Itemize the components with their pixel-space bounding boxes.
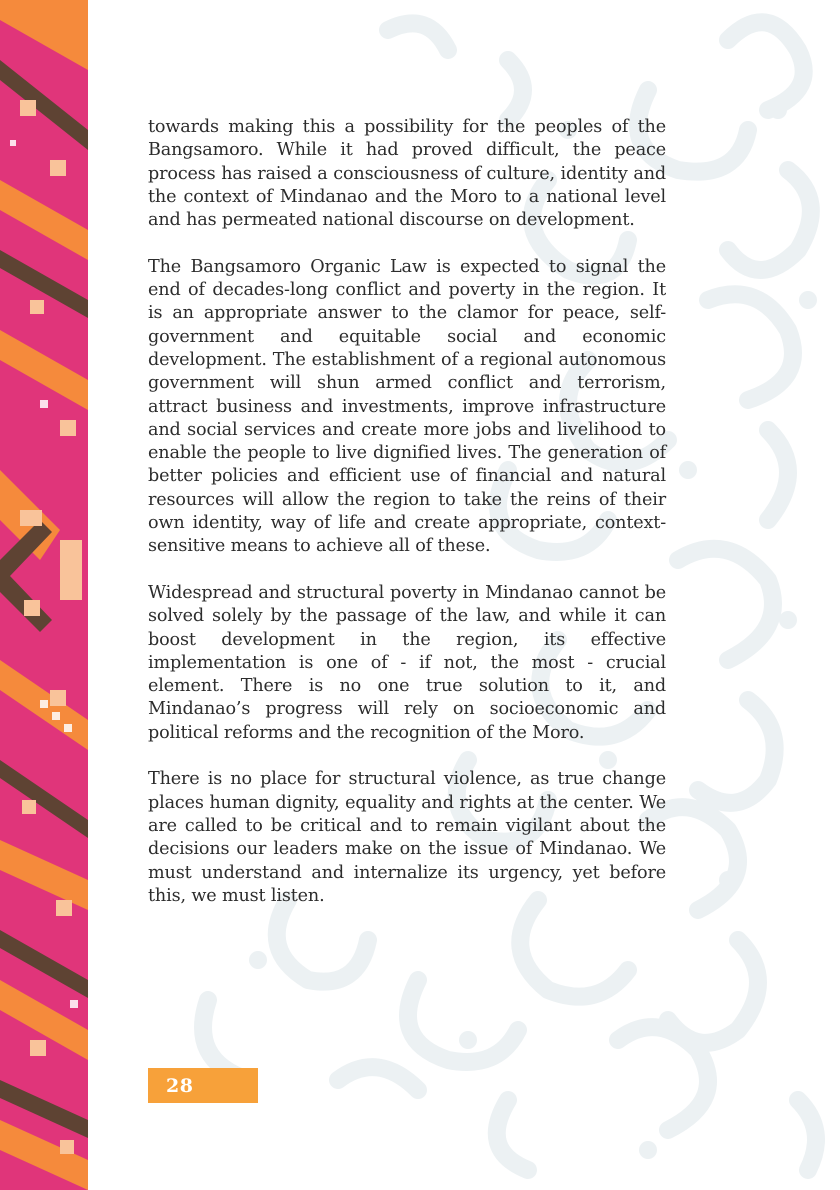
body-text [148, 116, 666, 931]
paragraph: towards making this a possibility for the peoples of the Bangsamoro. While it had proved difficult, the peace process has raised a consciousness of culture, identity and the context of Mindanao and the Moro to a national level and has permeated national discourse on development. [148, 117, 666, 231]
page-number-badge [148, 1068, 258, 1103]
paragraph: Widespread and structural poverty in Mindanao cannot be solved solely by the passage of the law, and while it can boost development in the region, its effective implementation is one of - if not, the most - crucial element. There is no one true solution to it, and Mindanao’s progress will rely on socioeconomic and political reforms and the recognition of the Moro. [148, 582, 666, 743]
paragraph: There is no place for structural violence, as true change places human dignity, equality and rights at the center. We are called to be critical and to remain vigilant about the decisions our leaders make on the issue of Mindanao. We must understand and internalize its urgency, yet before this, we must listen. [148, 769, 666, 906]
paragraph: The Bangsamoro Organic Law is expected to signal the end of decades-long conflict and poverty in the region. It is an appropriate answer to the clamor for peace, self-government and equitable social and economic development. The establishment of a regional autonomous government will shun armed conflict and terrorism, attract business and investments, improve infrastructure and social services and create more jobs and livelihood to enable the people to live dignified lives. The generation of better policies and efficient use of financial and natural resources will allow the region to take the reins of their own identity, way of life and create appropriate, context-sensitive means to achieve all of these. [148, 256, 666, 557]
page-number: 28 [166, 1074, 194, 1097]
woven-pattern-border [0, 0, 88, 1190]
